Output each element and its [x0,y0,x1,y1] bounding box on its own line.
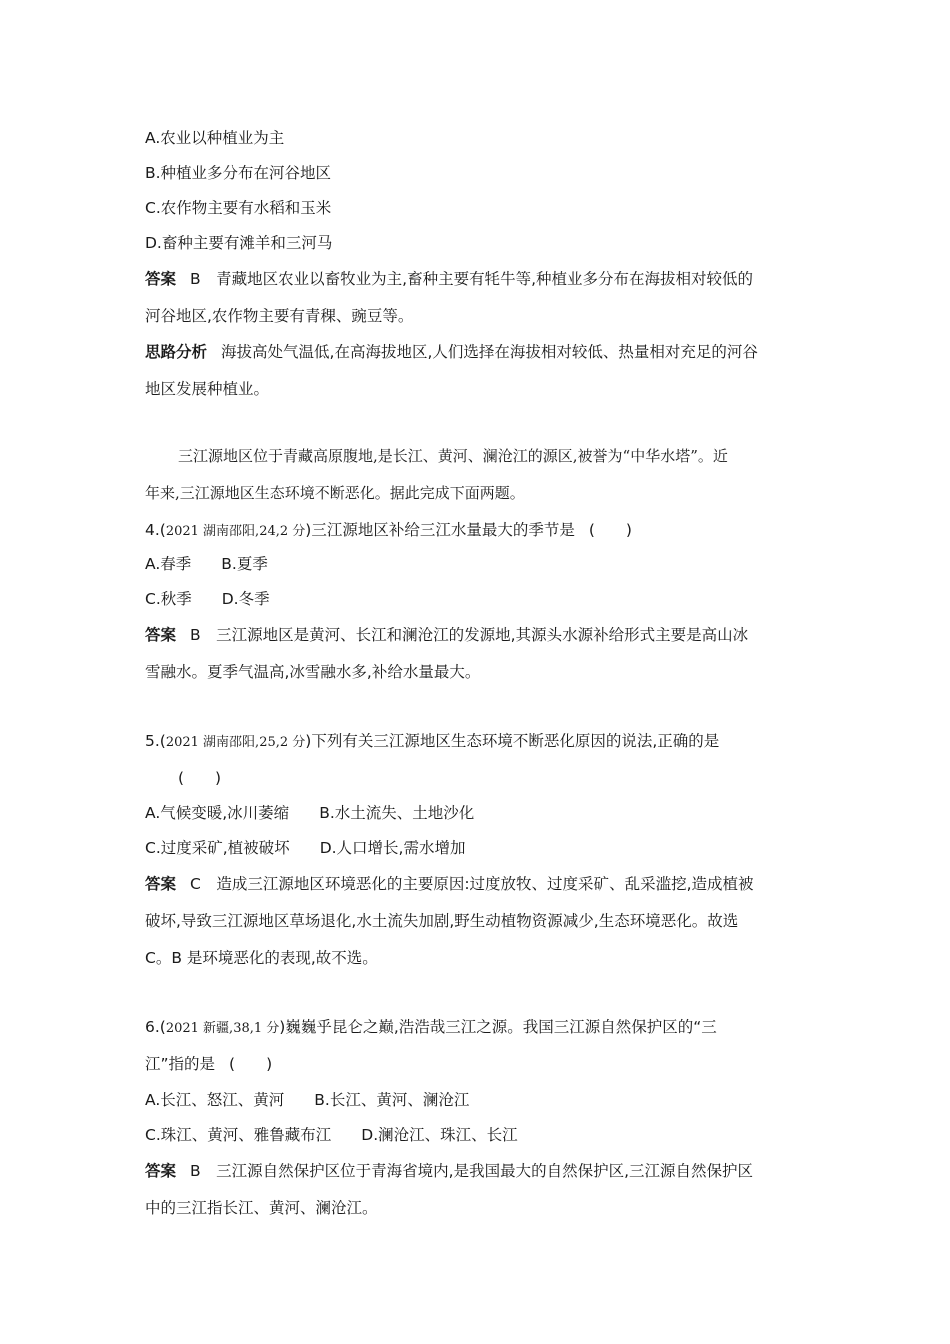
q4-stem-text: )三江源地区补给三江水量最大的季节是 [305,521,575,539]
q5-answer [145,872,754,894]
intro-line-2: 年来,三江源地区生态环境不断恶化。据此完成下面两题。 [145,484,525,502]
q6-options-row-2 [145,1123,518,1145]
q6-option-a: A.长江、怒江、黄河 [145,1091,285,1109]
q6-option-d: D.澜沧江、珠江、长江 [361,1126,518,1144]
q4-option-d: D.冬季 [221,590,270,608]
q6-answer [145,1159,753,1181]
q3-option-a: A.农业以种植业为主 [145,129,285,147]
q6-answer-blank: ( ) [229,1055,273,1073]
q5-stem-text: )下列有关三江源地区生态环境不断恶化原因的说法,正确的是 [305,732,720,750]
q3-answer [145,267,753,289]
q5-options-row-2 [145,836,465,858]
q5-options-row-1 [145,801,474,823]
q5-number: 5.( [145,732,166,750]
q5-answer-cont-2: C。B 是环境恶化的表现,故不选。 [145,949,378,967]
q3-option-d: D.畜种主要有滩羊和三河马 [145,234,333,252]
q5-stem [145,729,719,751]
q3-option-b: B.种植业多分布在河谷地区 [145,164,332,182]
answer-label: 答案 [145,626,177,644]
answer-text: B 三江源地区是黄河、长江和澜沧江的发源地,其源头水源补给形式主要是高山冰 [190,626,749,644]
q3-analysis [145,340,758,362]
q6-option-c: C.珠江、黄河、雅鲁藏布江 [145,1126,332,1144]
answer-text: B 三江源自然保护区位于青海省境内,是我国最大的自然保护区,三江源自然保护区 [190,1162,754,1180]
q5-option-d: D.人口增长,需水增加 [319,839,466,857]
q5-option-b: B.水土流失、土地沙化 [319,804,475,822]
q6-stem-text: )巍巍乎昆仑之巅,浩浩哉三江之源。我国三江源自然保护区的“三 [279,1018,717,1036]
q6-stem-text-2: 江”指的是 [145,1055,216,1073]
q4-options-row-1 [145,552,268,574]
q3-option-c: C.农作物主要有水稻和玉米 [145,199,332,217]
q6-options-row-1 [145,1088,469,1110]
q4-stem [145,518,632,540]
intro-line-1: 三江源地区位于青藏高原腹地,是长江、黄河、澜沧江的源区,被誉为“中华水塔”。近 [178,447,728,465]
q4-option-c: C.秋季 [145,590,192,608]
answer-label: 答案 [145,875,177,893]
answer-text: C 造成三江源地区环境恶化的主要原因:过度放牧、过度采矿、乱采滥挖,造成植被 [190,875,754,893]
q3-answer-cont: 河谷地区,农作物主要有青稞、豌豆等。 [145,307,414,325]
answer-label: 答案 [145,1162,177,1180]
q5-source: 2021 湖南邵阳,25,2 分 [165,735,306,750]
q6-option-b: B.长江、黄河、澜沧江 [314,1091,470,1109]
q6-answer-cont: 中的三江指长江、黄河、澜沧江。 [145,1199,378,1217]
q6-stem-cont [145,1052,272,1074]
q4-answer-cont: 雪融水。夏季气温高,冰雪融水多,补给水量最大。 [145,663,481,681]
analysis-label: 思路分析 [145,343,208,361]
q4-options-row-2 [145,587,270,609]
q5-option-c: C.过度采矿,植被破坏 [145,839,290,857]
q6-source: 2021 新疆,38,1 分 [165,1021,280,1036]
q5-answer-blank: ( ) [178,769,222,787]
q4-option-b: B.夏季 [221,555,268,573]
q4-answer-blank: ( ) [588,521,632,539]
q6-stem [145,1015,717,1037]
q4-number: 4.( [145,521,166,539]
q4-option-a: A.春季 [145,555,192,573]
answer-label: 答案 [145,270,177,288]
q4-source: 2021 湖南邵阳,24,2 分 [165,524,306,539]
q3-analysis-cont: 地区发展种植业。 [145,380,270,398]
answer-text: B 青藏地区农业以畜牧业为主,畜种主要有牦牛等,种植业多分布在海拔相对较低的 [190,270,754,288]
q4-answer [145,623,748,645]
q5-option-a: A.气候变暖,冰川萎缩 [145,804,290,822]
analysis-text: 海拔高处气温低,在高海拔地区,人们选择在海拔相对较低、热量相对充足的河谷 [221,343,758,361]
q6-number: 6.( [145,1018,166,1036]
q5-answer-cont-1: 破坏,导致三江源地区草场退化,水土流失加剧,野生动植物资源减少,生态环境恶化。故选 [145,912,739,930]
